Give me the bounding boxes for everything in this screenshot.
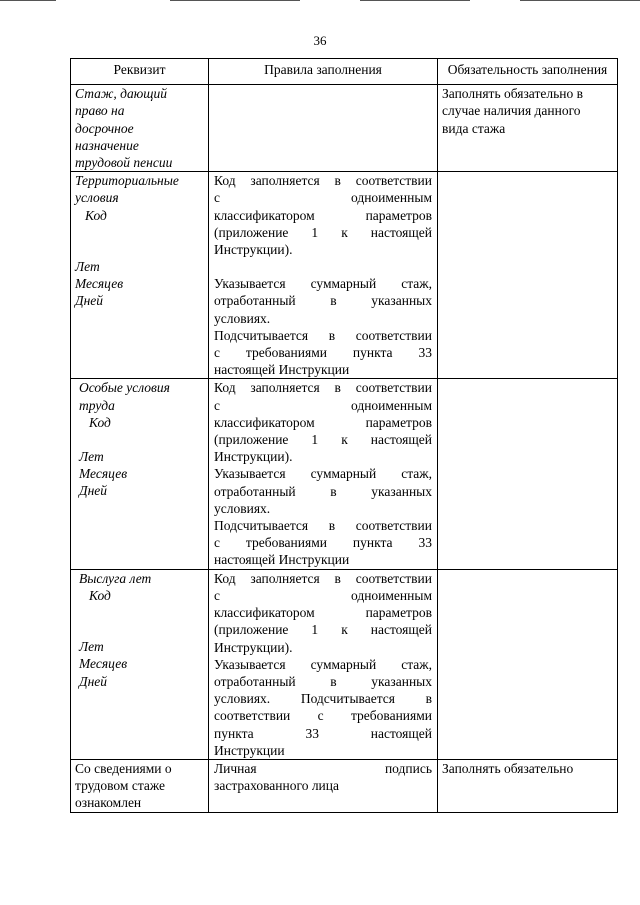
years-label: Лет bbox=[79, 639, 104, 655]
rule-line: Код заполняется в соответствии bbox=[214, 173, 432, 189]
rule-line: с одноименным bbox=[214, 587, 432, 603]
requirement-line: вида стажа bbox=[442, 120, 506, 136]
months-label: Месяцев bbox=[75, 276, 124, 292]
rule-line: с одноименным bbox=[214, 190, 432, 206]
rules-cell bbox=[209, 379, 438, 569]
requisite-title: условия bbox=[75, 190, 119, 206]
requisite-line: трудовом стаже bbox=[75, 778, 166, 794]
rule-line: классификатором параметров bbox=[214, 605, 432, 621]
requisite-line: назначение bbox=[75, 137, 139, 153]
requisite-title: Территориальные bbox=[75, 173, 179, 189]
rule-line: Указывается суммарный стаж, bbox=[214, 656, 432, 672]
rule-line: Подсчитывается в соответствии bbox=[214, 518, 432, 534]
requisite-line: право на bbox=[75, 103, 125, 119]
code-label: Код bbox=[89, 414, 111, 430]
requisite-line: Стаж, дающий bbox=[75, 86, 167, 102]
months-label: Месяцев bbox=[79, 656, 128, 672]
rule-line: отработанный в указанных bbox=[214, 483, 432, 499]
rule-line: Указывается суммарный стаж, bbox=[214, 276, 432, 292]
rule-line: (приложение 1 к настоящей bbox=[214, 622, 432, 638]
requisite-cell bbox=[71, 172, 209, 379]
scan-edge-right bbox=[360, 0, 470, 1]
rule-line: настоящей Инструкции bbox=[214, 552, 350, 568]
rule-line: условиях. Подсчитывается в bbox=[214, 691, 432, 707]
scan-edge-far-right bbox=[520, 0, 640, 1]
code-label: Код bbox=[85, 207, 107, 223]
table-row bbox=[71, 379, 618, 569]
rule-line: с требованиями пункта 33 bbox=[214, 535, 432, 551]
scan-edge-middle bbox=[170, 0, 300, 1]
requirement-line: случае наличия данного bbox=[442, 103, 581, 119]
months-label: Месяцев bbox=[79, 466, 128, 482]
years-label: Лет bbox=[79, 449, 104, 465]
rules-cell bbox=[209, 759, 438, 812]
table-row bbox=[71, 569, 618, 759]
rule-line: Код заполняется в соответствии bbox=[214, 380, 432, 396]
requisite-line: Со сведениями о bbox=[75, 760, 172, 776]
rule-line: Подсчитывается в соответствии bbox=[214, 327, 432, 343]
rule-line: (приложение 1 к настоящей bbox=[214, 432, 432, 448]
requisite-cell bbox=[71, 85, 209, 172]
requirement-line: Заполнять обязательно в bbox=[442, 86, 583, 102]
requirement-cell bbox=[438, 85, 618, 172]
requisite-line: ознакомлен bbox=[75, 795, 142, 811]
requirement-cell: Заполнять обязательно bbox=[438, 759, 618, 812]
table-row bbox=[71, 172, 618, 379]
rule-line: (приложение 1 к настоящей bbox=[214, 224, 432, 240]
rule-line: Инструкции). bbox=[214, 449, 293, 465]
rule-line: классификатором параметров bbox=[214, 207, 432, 223]
rules-cell bbox=[209, 85, 438, 172]
rule-line: условиях. bbox=[214, 500, 271, 516]
header-rules: Правила заполнения bbox=[209, 59, 438, 85]
rule-line: Код заполняется в соответствии bbox=[214, 570, 432, 586]
requirement-cell bbox=[438, 569, 618, 759]
table-row bbox=[71, 85, 618, 172]
rule-line: Личная подпись bbox=[214, 760, 432, 776]
rule-line: классификатором параметров bbox=[214, 414, 432, 430]
rule-line: отработанный в указанных bbox=[214, 293, 432, 309]
rules-cell bbox=[209, 172, 438, 379]
requisite-title: Особые условия bbox=[79, 380, 170, 396]
requisite-title: труда bbox=[79, 397, 115, 413]
table-header-row bbox=[71, 59, 618, 85]
header-requirement: Обязательность заполнения bbox=[438, 59, 618, 85]
rule-line: условиях. bbox=[214, 310, 271, 326]
rule-line: соответствии с требованиями bbox=[214, 708, 432, 724]
rule-line: застрахованного лица bbox=[214, 778, 340, 794]
rule-line: с одноименным bbox=[214, 397, 432, 413]
code-label: Код bbox=[89, 587, 111, 603]
rule-line: Инструкции bbox=[214, 742, 285, 758]
days-label: Дней bbox=[79, 483, 108, 499]
days-label: Дней bbox=[79, 673, 108, 689]
rules-cell bbox=[209, 569, 438, 759]
scan-edge-left bbox=[0, 0, 56, 1]
requirement-cell bbox=[438, 172, 618, 379]
rule-line: пункта 33 настоящей bbox=[214, 725, 432, 741]
days-label: Дней bbox=[75, 293, 104, 309]
rule-line: Инструкции). bbox=[214, 639, 293, 655]
rule-line: с требованиями пункта 33 bbox=[214, 345, 432, 361]
requisite-line: трудовой пенсии bbox=[75, 155, 173, 171]
years-label: Лет bbox=[75, 258, 100, 274]
requirement-cell bbox=[438, 379, 618, 569]
table-row bbox=[71, 759, 618, 812]
rule-line: отработанный в указанных bbox=[214, 673, 432, 689]
page-number: 36 bbox=[313, 33, 327, 48]
requisite-cell bbox=[71, 379, 209, 569]
requisite-cell bbox=[71, 569, 209, 759]
rule-line: настоящей Инструкции bbox=[214, 362, 350, 378]
header-requisite: Реквизит bbox=[71, 59, 209, 85]
rule-line: Инструкции). bbox=[214, 242, 293, 258]
requisite-title: Выслуга лет bbox=[79, 570, 152, 586]
requisite-cell bbox=[71, 759, 209, 812]
requisite-line: досрочное bbox=[75, 120, 134, 136]
rule-line: Указывается суммарный стаж, bbox=[214, 466, 432, 482]
requisites-table bbox=[70, 58, 618, 813]
